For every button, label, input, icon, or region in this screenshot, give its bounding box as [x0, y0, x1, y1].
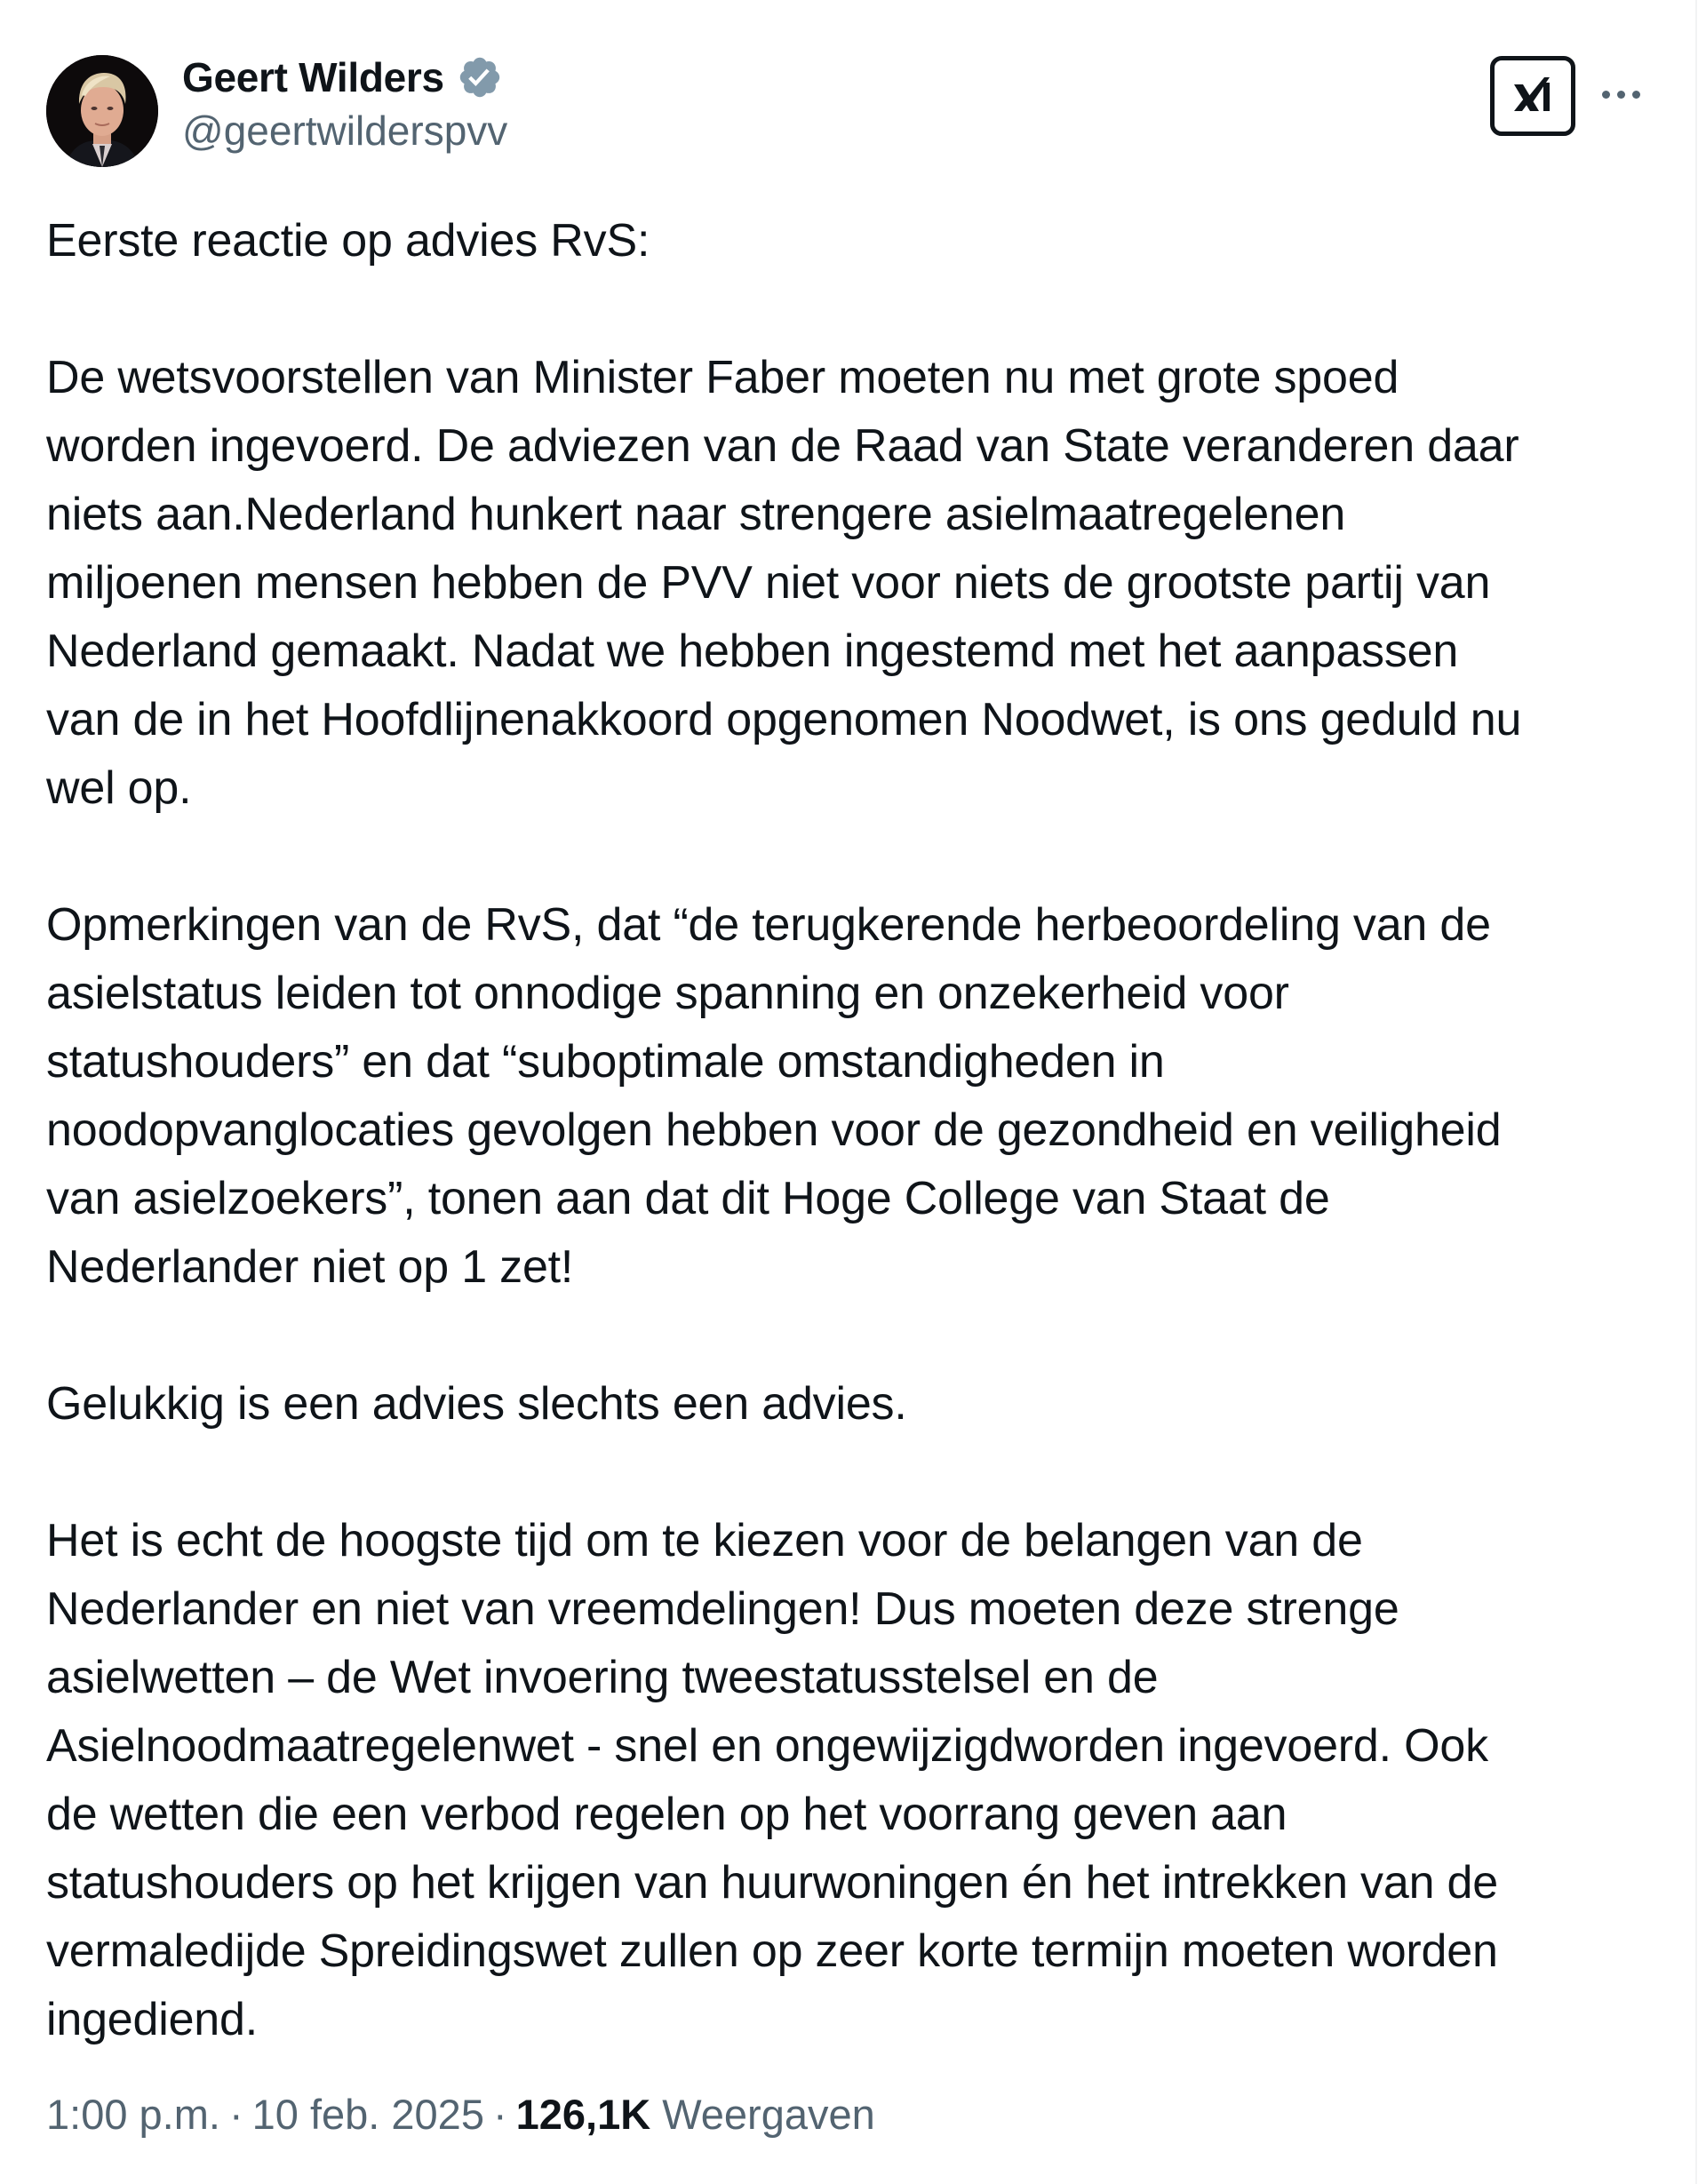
tweet-line: van de in het Hoofdlijnenakkoord opgenomen Noodwet, is ons geduld nu [46, 694, 1522, 745]
grok-button[interactable] [1490, 56, 1575, 136]
paragraph-gap [46, 275, 1672, 344]
tweet-line: asielstatus leiden tot onnodige spanning en onzekerheid voor [46, 968, 1289, 1019]
views-count: 126,1K [515, 2091, 651, 2138]
tweet-line: wel op. [46, 762, 192, 814]
tweet-line: ingediend. [46, 1994, 258, 2045]
tweet-line: worden ingevoerd. De adviezen van de Raad van State veranderen daar [46, 420, 1519, 472]
tweet-line: Gelukkig is een advies slechts een advies. [46, 1378, 907, 1430]
meta-separator: · [492, 2091, 507, 2138]
tweet-line: statushouders” en dat “suboptimale omstandigheden in [46, 1036, 1165, 1088]
paragraph-gap [46, 1302, 1672, 1370]
tweet-line: miljoenen mensen hebben de PVV niet voor niets de grootste partij van [46, 557, 1491, 609]
avatar[interactable] [46, 55, 158, 167]
views-label: Weergaven [662, 2091, 875, 2138]
more-options-icon [1602, 91, 1610, 99]
tweet-line: van asielzoekers”, tonen aan dat dit Hoge College van Staat de [46, 1173, 1330, 1224]
more-options-icon [1632, 91, 1640, 99]
tweet-line: niets aan.Nederland hunkert naar strengere asielmaatregelenen [46, 489, 1346, 540]
tweet-line: De wetsvoorstellen van Minister Faber moeten nu met grote spoed [46, 352, 1399, 403]
avatar-photo-icon [46, 55, 158, 167]
tweet-paragraph [46, 1370, 1672, 1439]
tweet-paragraph [46, 891, 1672, 1302]
tweet-line: Opmerkingen van de RvS, dat “de terugkerende herbeoordeling van de [46, 899, 1491, 951]
author-info [182, 50, 507, 158]
tweet-line: de wetten die een verbod regelen op het voorrang geven aan [46, 1789, 1287, 1840]
paragraph-gap [46, 1439, 1672, 1507]
name-row [182, 50, 507, 105]
tweet-line: Eerste reactie op advies RvS: [46, 215, 650, 267]
verified-badge-icon[interactable] [457, 54, 503, 100]
display-name[interactable]: Geert Wilders [182, 54, 444, 100]
tweet-text [46, 207, 1672, 2054]
tweet-line: vermaledijde Spreidingswet zullen op zeer korte termijn moeten worden [46, 1925, 1498, 1977]
tweet-meta [46, 2088, 875, 2141]
tweet-line: Nederlander en niet van vreemdelingen! Dus moeten deze strenge [46, 1583, 1399, 1635]
tweet-line: statushouders op het krijgen van huurwoningen én het intrekken van de [46, 1857, 1498, 1909]
more-options-button[interactable] [1595, 76, 1646, 112]
tweet-time[interactable]: 1:00 p.m. [46, 2091, 220, 2138]
tweet-paragraph [46, 1507, 1672, 2054]
tweet-line: Nederland gemaakt. Nadat we hebben ingestemd met het aanpassen [46, 626, 1459, 677]
meta-separator: · [228, 2091, 243, 2138]
tweet-paragraph [46, 207, 1672, 275]
tweet-line: asielwetten – de Wet invoering tweestatusstelsel en de [46, 1652, 1159, 1703]
tweet-line: Het is echt de hoogste tijd om te kiezen voor de belangen van de [46, 1515, 1363, 1566]
tweet-line: Asielnoodmaatregelenwet - snel en ongewijzigdworden ingevoerd. Ook [46, 1720, 1488, 1772]
more-options-icon [1617, 91, 1625, 99]
grok-xai-icon [1509, 72, 1557, 120]
tweet-date[interactable]: 10 feb. 2025 [251, 2091, 484, 2138]
tweet-line: noodopvanglocaties gevolgen hebben voor de gezondheid en veiligheid [46, 1104, 1502, 1156]
user-handle[interactable]: @geertwilderspvv [182, 108, 508, 154]
tweet-line: Nederlander niet op 1 zet! [46, 1241, 574, 1293]
tweet-paragraph [46, 344, 1672, 823]
paragraph-gap [46, 823, 1672, 891]
